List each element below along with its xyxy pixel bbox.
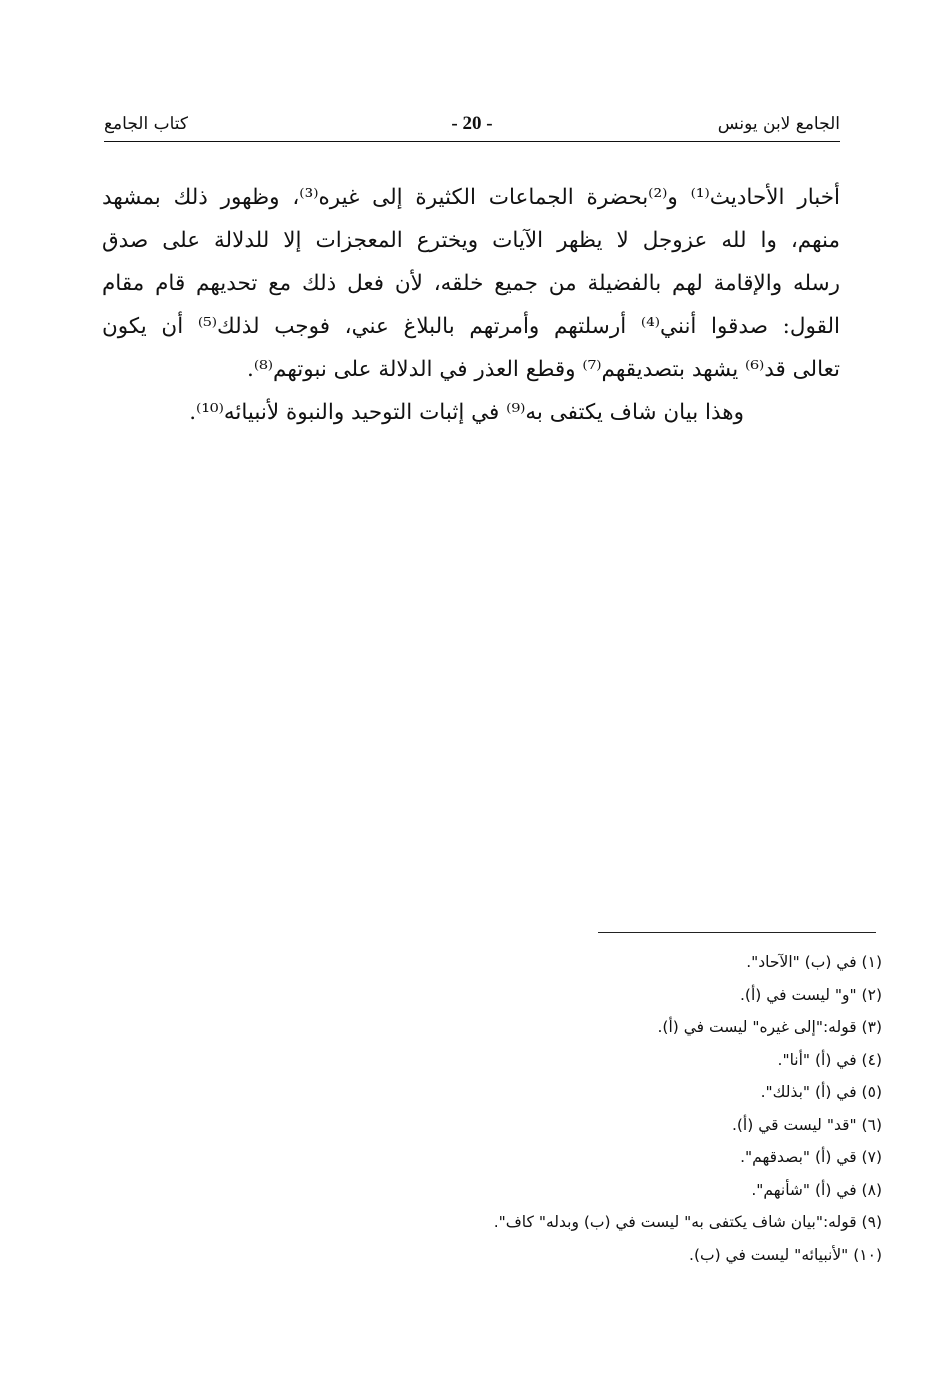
body-line-paragraph: وهذا بيان شاف يكتفى به⁽⁹⁾ في إثبات التوحيد والنبوة لأنبيائه⁽¹⁰⁾. — [189, 400, 744, 425]
footnote-item: (٦) "قد" ليست قي (أ). — [731, 1115, 882, 1134]
body-line: رسله والإقامة لهم بالفضيلة من جميع خلقه، لأن فعل ذلك مع تحديهم قام مقام — [102, 271, 840, 296]
header-book-title: الجامع لابن يونس — [717, 114, 840, 134]
footnote-item: (٧) قي (أ) "بصدقهم". — [740, 1148, 882, 1166]
body-line: أخبار الأحاديث⁽¹⁾ و⁽²⁾بحضرة الجماعات الكثيرة إلى غيره⁽³⁾، وظهور ذلك بمشهد — [102, 185, 841, 210]
footnote-item: (٨) في (أ) "شأنهم". — [751, 1180, 882, 1199]
running-header — [104, 110, 840, 138]
page-number: - 20 - — [451, 113, 493, 134]
footnote-item: (١٠) "لأنبيائه" ليست في (ب). — [689, 1245, 882, 1264]
footnote-item: (٤) في (أ) "أنا". — [777, 1050, 882, 1069]
footnote-item: (٩) قوله:"بيان شاف يكتفى به" ليست في (ب) وبدله" كاف". — [493, 1213, 882, 1231]
footnote-item: (٥) في (أ) "بذلك". — [760, 1083, 882, 1101]
footnote-item: (٣) قوله:"إلى غيره" ليست في (أ). — [657, 1018, 882, 1036]
body-line: تعالى قد⁽⁶⁾ يشهد بتصديقهم⁽⁷⁾ وقطع العذر في الدلالة على نبوتهم⁽⁸⁾. — [246, 357, 840, 382]
header-section-title: كتاب الجامع — [104, 114, 189, 134]
footnotes — [182, 946, 882, 1271]
main-text — [102, 176, 840, 434]
footnote-item: (٢) "و" ليست في (أ). — [740, 985, 882, 1004]
body-line: منهم، وا لله عزوجل لا يظهر الآيات ويخترع المعجزات إلا للدلالة على صدق — [102, 228, 840, 253]
header-divider — [104, 141, 840, 142]
footnote-item: (١) في (ب) "الآحاد". — [746, 953, 882, 971]
body-line: القول: صدقوا أنني⁽⁴⁾ أرسلتهم وأمرتهم بالبلاغ عني، فوجب لذلك⁽⁵⁾ أن يكون — [102, 314, 840, 339]
footnote-divider — [598, 932, 876, 933]
